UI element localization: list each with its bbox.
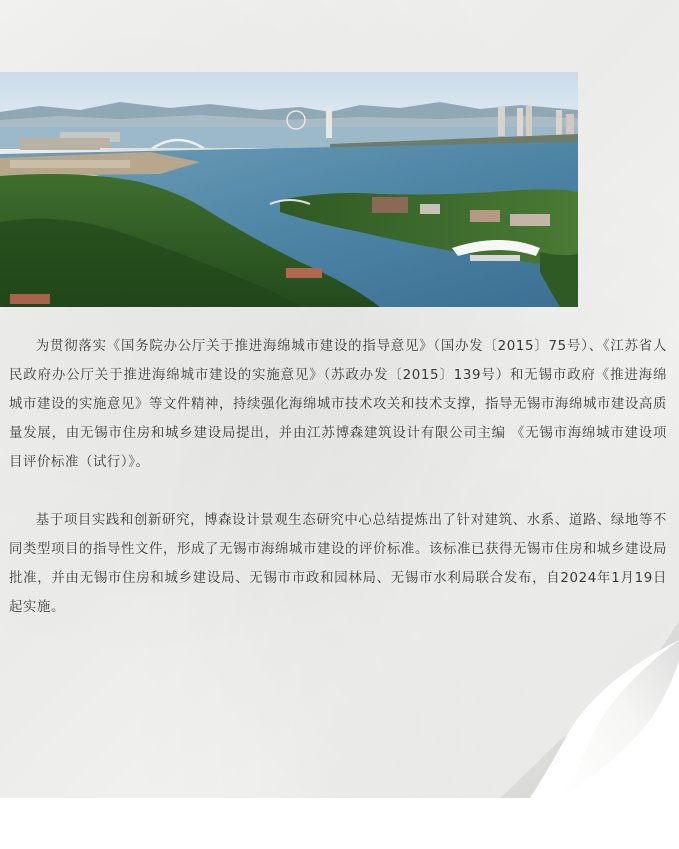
article-paragraph-1: 为贯彻落实《国务院办公厅关于推进海绵城市建设的指导意见》（国办发〔2015〕75号）、《江苏省人民政府办公厅关于推进海绵城市建设的实施意见》（苏政办发〔2015〕139号）和无锡市政府《推进海绵城市建设的实施意见》等文件精神，持续强化海绵城市技术攻关和技术支撑，指导无锡市海绵城市建设高质量发展，由无锡市住房和城乡建设局提出，并由江苏博森建筑设计有限公司主编 《无锡市海绵城市建设项目评价标准（试行）》。 xyxy=(9,339,667,470)
city-lake-aerial-photo xyxy=(0,72,578,307)
article-body xyxy=(9,332,667,651)
city-lake-aerial-image xyxy=(0,72,578,307)
article-paragraph-2: 基于项目实践和创新研究，博森设计景观生态研究中心总结提炼出了针对建筑、水系、道路、绿地等不同类型项目的指导性文件，形成了无锡市海绵城市建设的评价标准。该标准已获得无锡市住房和城乡建设局批准，并由无锡市住房和城乡建设局、无锡市市政和园林局、无锡市水利局联合发布，自2024年1月19日起实施。 xyxy=(9,513,667,615)
